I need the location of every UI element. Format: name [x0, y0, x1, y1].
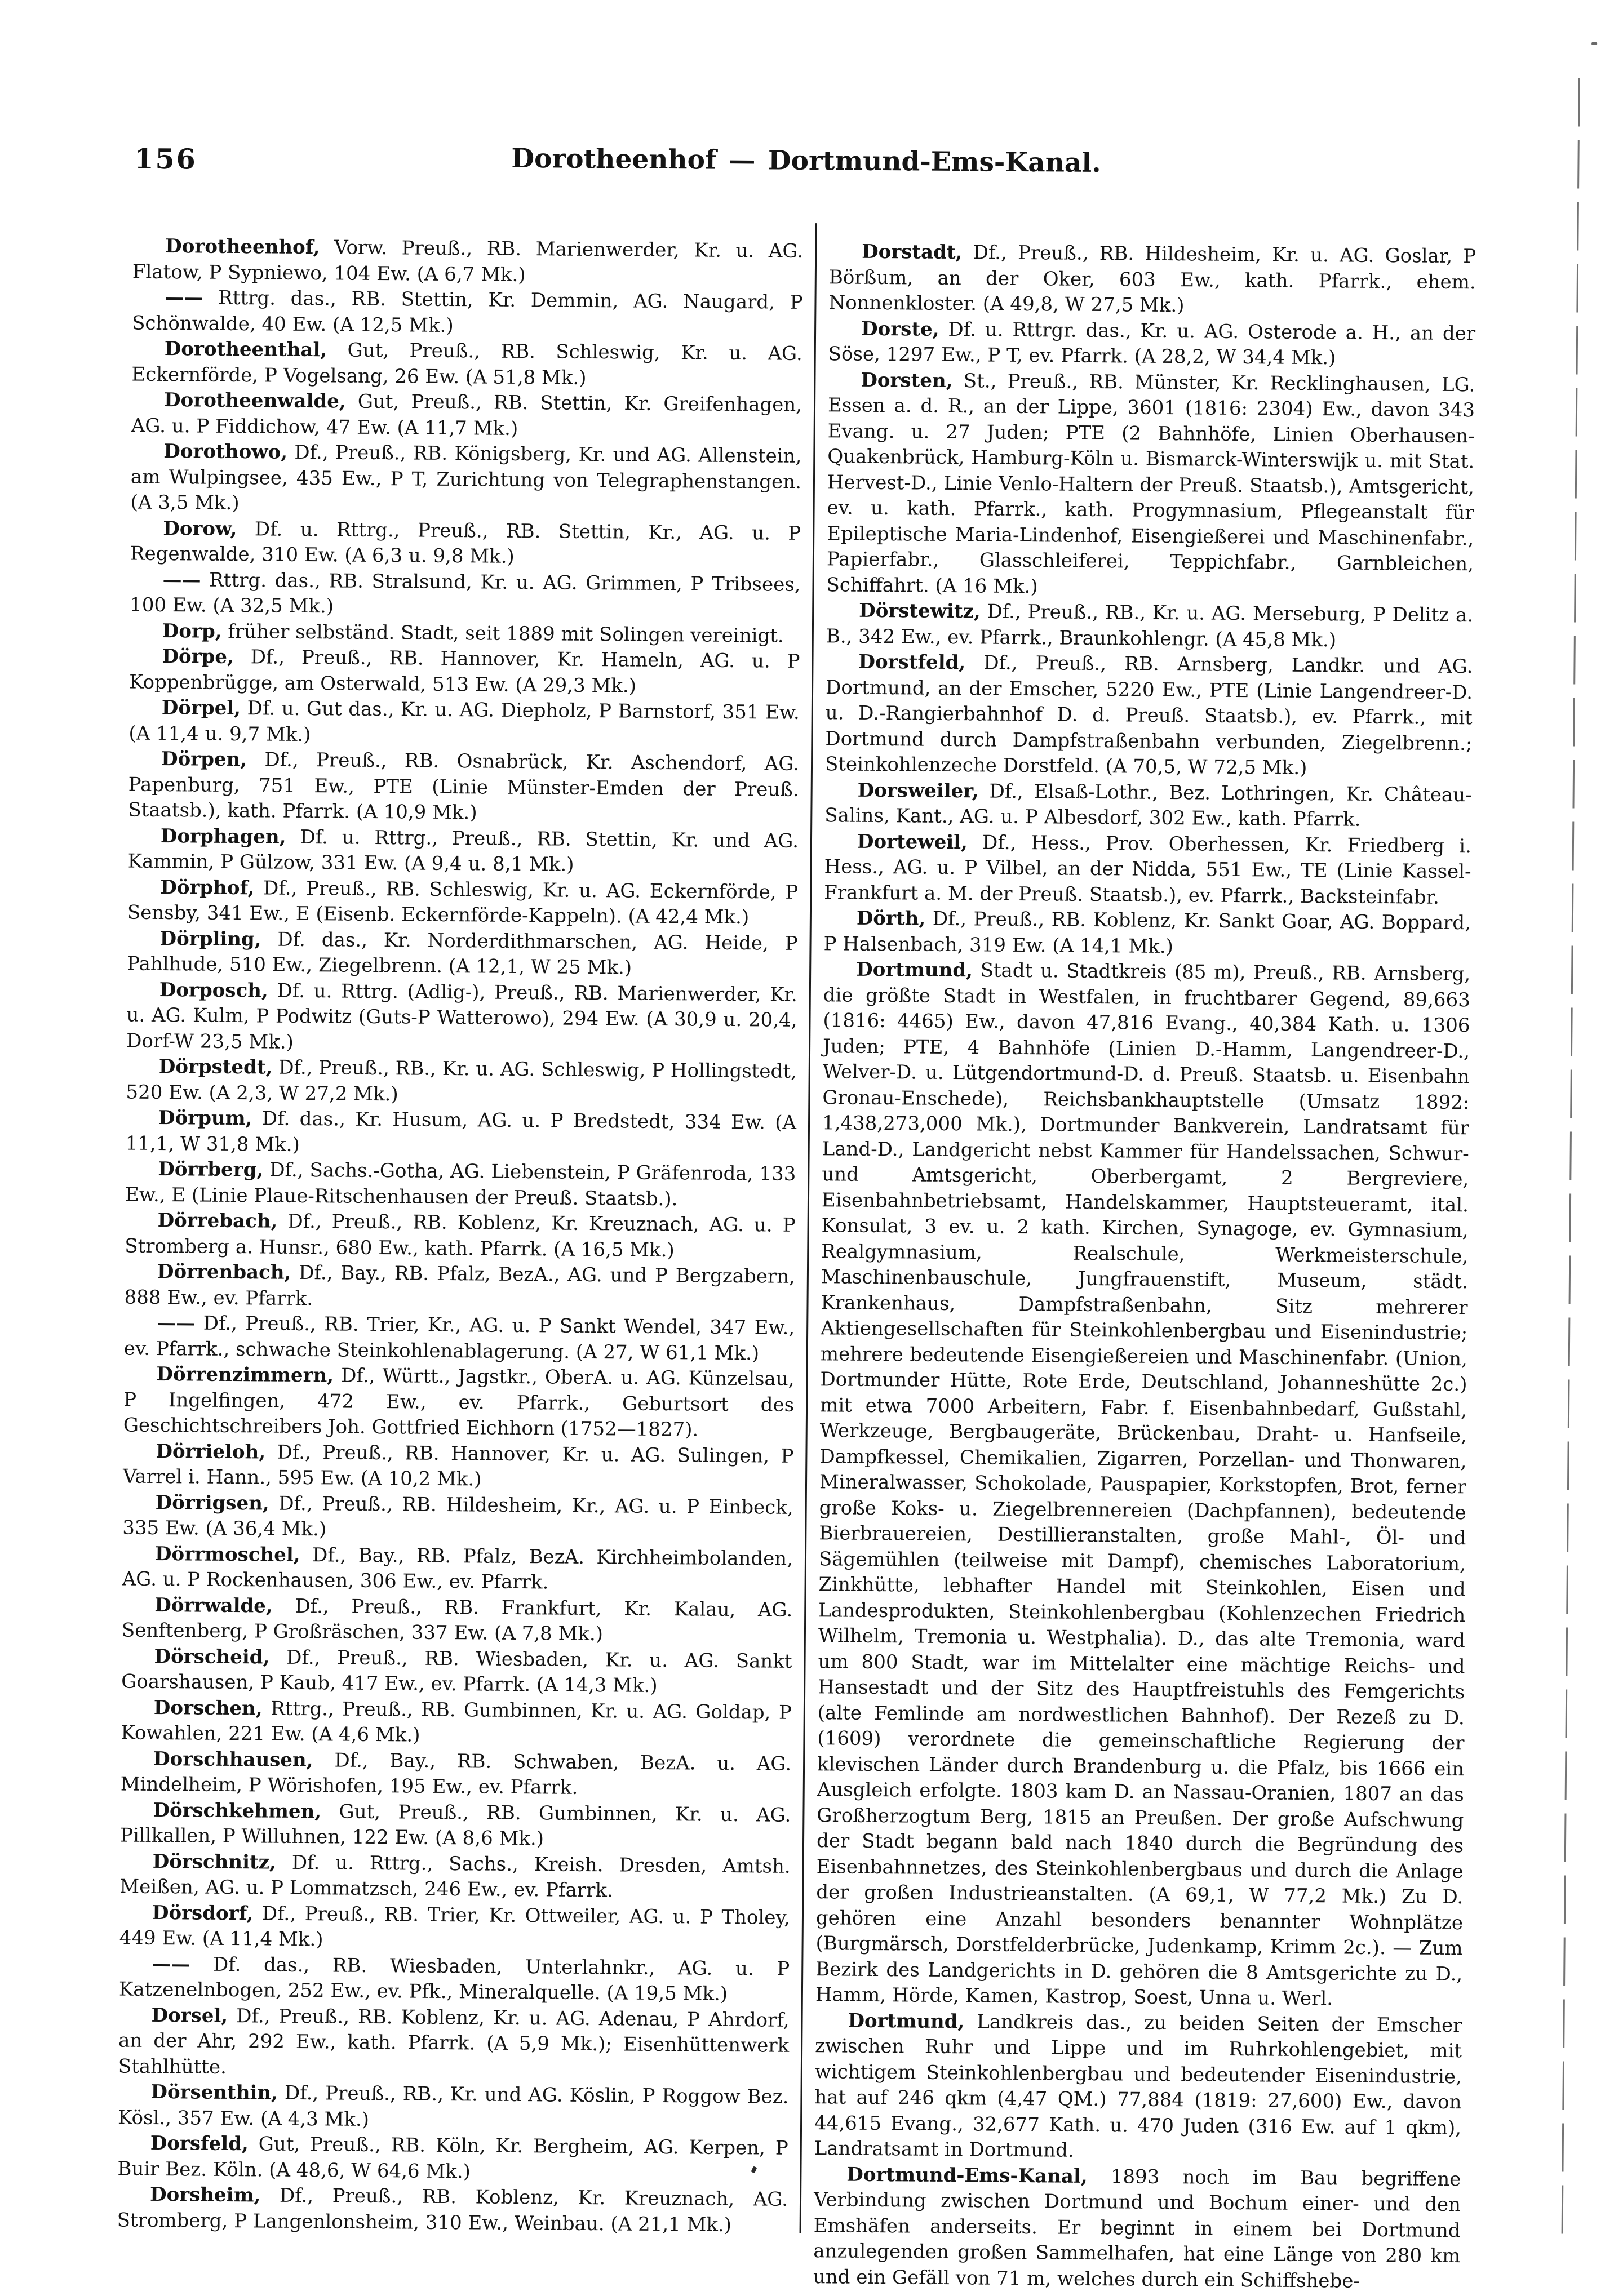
entry-headword: Dorsel, — [151, 2004, 228, 2027]
entry-text: Df., Preuß., RB. Schleswig, Kr. u. AG. Eckernförde, P Sensby, 341 Ew., E (Eisenb. Eckernförde-Kappeln). (A 42,4 Mk.) — [127, 876, 799, 929]
entry-headword: Dorotheenhof, — [165, 235, 320, 259]
column-divider-rule — [800, 223, 817, 2233]
entry-headword: Dörpen, — [161, 747, 247, 771]
entry-text: Df., Preuß., RB. Koblenz, Kr. Kreuznach, AG. Stromberg, P Langenlonsheim, 310 Ew., Weinbau. (A 21,1 Mk.) — [117, 2184, 788, 2236]
gazetteer-entry — [124, 1259, 795, 1316]
entry-headword: Dörsdorf, — [152, 1901, 254, 1925]
entry-text: Df., Württ., Jagstkr., OberA. u. AG. Künzelsau, P Ingelfingen, 472 Ew., ev. Pfarrk., Geburtsort des Geschichtschreibers Joh. Gottfried Eichhorn (1752—1827). — [123, 1364, 795, 1441]
entry-text: Df., Preuß., RB., Kr. und AG. Köslin, P Roggow Bez. Kösl., 357 Ew. (A 4,3 Mk.) — [117, 2081, 789, 2131]
gazetteer-entry — [122, 1541, 793, 1597]
gazetteer-entry — [127, 926, 798, 982]
entry-text: Df. das., Kr. Norderdithmarschen, AG. Heide, P Pahlhude, 510 Ew., Ziegelbrenn. (A 12,1, W 25 Mk.) — [127, 928, 798, 979]
entry-headword: Dorschen, — [153, 1696, 263, 1720]
entry-headword: Dorp, — [162, 619, 222, 643]
entry-headword: Dörrenzimmern, — [156, 1362, 334, 1387]
gazetteer-entry — [132, 234, 804, 290]
entry-text: Vorw. Preuß., RB. Marienwerder, Kr. u. AG. Flatow, P Sypniewo, 104 Ew. (A 6,7 Mk.) — [132, 236, 804, 286]
gazetteer-entry — [123, 1362, 795, 1444]
entry-headword: Dorschhausen, — [153, 1747, 313, 1771]
gazetteer-entry — [120, 1797, 791, 1854]
page-number: 156 — [134, 142, 197, 176]
gazetteer-entry — [128, 695, 800, 752]
gazetteer-entry — [130, 567, 801, 623]
scan-speckle — [1591, 42, 1597, 45]
entry-text: Rttrg., Preuß., RB. Gumbinnen, Kr. u. AG. Goldap, P Kowahlen, 221 Ew. (A 4,6 Mk.) — [121, 1697, 792, 1747]
gazetteer-entry — [130, 516, 801, 572]
entry-headword: Dortmund, — [856, 958, 973, 982]
gazetteer-entry — [824, 829, 1471, 911]
gazetteer-entry — [824, 778, 1472, 834]
gazetteer-entry — [131, 336, 802, 393]
entry-headword: Dörsenthin, — [150, 2080, 278, 2104]
entry-text: Df., Preuß., RB. Trier, Kr. Ottweiler, AG. u. P Tholey, 449 Ew. (A 11,4 Mk.) — [119, 1902, 791, 1951]
gazetteer-entry — [121, 1746, 792, 1802]
entry-text: Gut, Preuß., RB. Schleswig, Kr. u. AG. Eckernförde, P Vogelsang, 26 Ew. (A 51,8 Mk.) — [131, 339, 802, 389]
entry-headword: Dörstewitz, — [859, 599, 981, 623]
entry-text: Df. u. Gut das., Kr. u. AG. Diepholz, P Barnstorf, 351 Ew. (A 11,4 u. 9,7 Mk.) — [128, 697, 800, 746]
entry-text: Df., Preuß., RB., Kr. u. AG. Merseburg, P Delitz a. B., 342 Ew., ev. Pfarrk., Braunkohlengr. (A 45,8 Mk.) — [826, 600, 1474, 651]
page-header: Dorotheenhof — Dortmund-Ems-Kanal. — [511, 143, 1101, 179]
entry-headword: —— — [165, 286, 203, 309]
entry-text: St., Preuß., RB. Münster, Kr. Recklinghausen, LG. Essen a. d. R., an der Lippe, 3601 (1816: 2304) Ew., davon 343 Evang. u. 27 Juden; PTE (2 Bahnhöfe, Linien Oberhausen-Quakenbrück, Hamburg-Köln u. Bismarck-Winterswijk u. mit Stat. Hervest-D., Linie Venlo-Haltern der Preuß. Staatsb.), Amtsgericht, ev. u. kath. Pfarrk., kath. Progymnasium, Pflegeanstalt für Epileptische Maria-Lindenhof, Eisengießerei und Maschinenfabr., Papierfabr., Glasschleiferei, Teppichfabr., Garnbleichen, Schiffahrt. (A 16 Mk.) — [826, 369, 1475, 598]
entry-text: Rttrg. das., RB. Stettin, Kr. Demmin, AG. Naugard, P Schönwalde, 40 Ew. (A 12,5 Mk.) — [132, 286, 803, 337]
gazetteer-entry — [823, 905, 1471, 962]
entry-text: Df., Hess., Prov. Oberhessen, Kr. Friedberg i. Hess., AG. u. P Vilbel, an der Nidda, 551 Ew., TE (Linie Kassel-Frankfurt a. M. der Preuß. Staatsb.), ev. Pfarrk., Backsteinfabr. — [824, 831, 1472, 909]
entry-text: Gut, Preuß., RB. Stettin, Kr. Greifenhagen, AG. u. P Fiddichow, 47 Ew. (A 11,7 Mk.) — [131, 390, 802, 440]
entry-text: Df., Bay., RB. Pfalz, BezA., AG. und P Bergzabern, 888 Ew., ev. Pfarrk. — [124, 1261, 796, 1310]
entry-text: Df. u. Rttrg. (Adlig-), Preuß., RB. Marienwerder, Kr. u. AG. Kulm, P Podwitz (Guts-P Watterowo), 294 Ew. (A 30,9 u. 20,4, Dorf-W 23,5 Mk.) — [126, 979, 797, 1054]
gazetteer-entry — [119, 1951, 790, 2008]
gazetteer-entry — [126, 1105, 797, 1162]
entry-headword: —— — [162, 568, 201, 592]
entry-headword: Dorsweiler, — [857, 779, 979, 802]
entry-text: Df., Bay., RB. Pfalz, BezA. Kirchheimbolanden, AG. u. P Rockenhausen, 306 Ew., ev. Pfarrk. — [122, 1543, 793, 1594]
entry-text: Df., Bay., RB. Schwaben, BezA. u. AG. Mindelheim, P Wörishofen, 195 Ew., ev. Pfarrk. — [120, 1748, 792, 1799]
entry-headword: Dörpe, — [162, 645, 234, 668]
entry-text: früher selbständ. Stadt, seit 1889 mit Solingen vereinigt. — [228, 620, 784, 647]
entry-headword: Dörrieloh, — [156, 1440, 266, 1463]
entry-headword: Dorste, — [861, 317, 939, 341]
gazetteer-entry — [121, 1695, 792, 1751]
entry-headword: Dorsten, — [861, 368, 953, 392]
entry-headword: Dörphof, — [160, 876, 255, 899]
entry-text: Df., Preuß., RB. Hildesheim, Kr., AG. u. P Einbeck, 335 Ew. (A 36,4 Mk.) — [122, 1492, 793, 1541]
entry-text: Gut, Preuß., RB. Köln, Kr. Bergheim, AG. Kerpen, P Buir Bez. Köln. (A 48,6, W 64,6 Mk.) — [117, 2133, 788, 2183]
entry-headword: Dorsfeld, — [150, 2131, 249, 2156]
entry-headword: Dörrwalde, — [154, 1593, 273, 1618]
entry-headword: Dorow, — [163, 517, 237, 540]
entry-headword: Dörpum, — [158, 1106, 252, 1130]
gazetteer-entry — [126, 977, 797, 1059]
entry-headword: Dörrenbach, — [157, 1260, 291, 1284]
gazetteer-entry — [129, 644, 800, 700]
column-right — [813, 239, 1476, 2295]
entry-headword: Dörpling, — [159, 927, 261, 951]
gazetteer-entry — [125, 1157, 796, 1213]
entry-headword: Dortmund-Ems-Kanal, — [846, 2163, 1088, 2188]
gazetteer-entry — [127, 823, 799, 880]
entry-text: Df. u. Rttrg., Preuß., RB. Stettin, Kr. und AG. Kammin, P Gülzow, 331 Ew. (A 9,4 u. 8,1 Mk.) — [127, 825, 799, 876]
entry-text: Df., Preuß., RB. Koblenz, Kr. Sankt Goar, AG. Boppard, P Halsenbach, 319 Ew. (A 14,1 Mk.) — [823, 907, 1471, 958]
gazetteer-entry — [825, 649, 1473, 783]
entry-text: Df., Preuß., RB. Frankfurt, Kr. Kalau, AG. Senftenberg, P Großräschen, 337 Ew. (A 7,8 Mk.) — [121, 1595, 793, 1646]
gazetteer-entry — [121, 1644, 792, 1700]
gazetteer-entry — [123, 1438, 794, 1495]
gazetteer-entry — [122, 1592, 793, 1649]
entry-text: Df. u. Rttrg., Preuß., RB. Stettin, Kr., AG. u. P Regenwalde, 310 Ew. (A 6,3 u. 9,8 Mk.) — [130, 517, 801, 568]
entry-text: Df., Preuß., RB. Königsberg, Kr. und AG. Allenstein, am Wulpingsee, 435 Ew., P T, Zurichtung von Telegraphenstangen. (A 3,5 Mk.) — [130, 441, 802, 515]
gazetteer-entry — [128, 747, 799, 829]
entry-headword: Dörschkehmen, — [153, 1798, 322, 1823]
entry-headword: Dorsheim, — [149, 2183, 261, 2207]
entry-text: Df., Preuß., RB. Arnsberg, Landkr. und AG. Dortmund, an der Emscher, 5220 Ew., PTE (Linie Langendreer-D. u. D.-Rangierbahnhof D. d. Preuß. Staatsb.), ev. Pfarrk., mit Dortmund durch Dampfstraßenbahn verbunden, Ziegelbrenn.; Steinkohlenzeche Dorstfeld. (A 70,5, W 72,5 Mk.) — [824, 651, 1473, 779]
entry-text: Df., Preuß., RB. Wiesbaden, Kr. u. AG. Sankt Goarshausen, P Kaub, 417 Ew., ev. Pfarrk. (A 14,3 Mk.) — [121, 1646, 792, 1697]
gazetteer-entry — [118, 2002, 790, 2085]
gazetteer-entry — [813, 2162, 1461, 2295]
gazetteer-entry — [119, 1849, 791, 1905]
gazetteer-entry — [125, 1208, 796, 1264]
gazetteer-entry — [826, 367, 1475, 603]
entry-headword: Dörrigsen, — [155, 1491, 269, 1515]
gazetteer-entry — [117, 2130, 788, 2187]
entry-headword: Dorotheenthal, — [164, 337, 327, 362]
entry-text: Df., Preuß., RB. Hildesheim, Kr. u. AG. Goslar, P Börßum, an der Oker, 603 Ew., kath. Pfarrk., ehem. Nonnenkloster. (A 49,8, W 27,5 Mk.) — [828, 241, 1476, 317]
gazetteer-entry — [127, 874, 799, 931]
entry-text: Df., Preuß., RB. Koblenz, Kr. u. AG. Adenau, P Ahrdorf, an der Ahr, 292 Ew., kath. Pfarrk. (A 5,9 Mk.); Eisenhüttenwerk Stahlhütte. — [118, 2004, 790, 2079]
entry-headword: Dörrberg, — [158, 1157, 264, 1182]
entry-text: Df. u. Rttrgr. das., Kr. u. AG. Osterode a. H., an der Söse, 1297 Ew., P T, ev. Pfarrk. (A 28,2, W 34,4 Mk.) — [828, 318, 1476, 370]
gazetteer-entry — [132, 285, 803, 341]
entry-text: Stadt u. Stadtkreis (85 m), Preuß., RB. Arnsberg, die größte Stadt in Westfalen, in fruchtbarer Gegend, 89,663 (1816: 4465) Ew., davon 47,816 Evang., 40,384 Kath. u. 1306 Juden; PTE, 4 Bahnhöfe (Linien D.-Hamm, Langendreer-D., Welver-D. u. Lütgendortmund-D. d. Preuß. Staatsb. u. Eisenbahn Gronau-Enschede), Reichsbankhauptstelle (Umsatz 1892: 1,438,273,000 Mk.), Dortmunder Bankverein, Landratsamt für Land-D., Landgericht nebst Kammer für Handelssachen, Schwur- und Amtsgericht, Oberbergamt, 2 Bergreviere, Eisenbahnbetriebsamt, Handelskammer, Hauptsteueramt, ital. Konsulat, 3 ev. u. 2 kath. Kirchen, Synagoge, ev. Gymnasium, Realgymnasium, Realschule, Werkmeisterschule, Maschinenbauschule, Jungfrauenstift, Museum, städt. Krankenhaus, Dampfstraßenbahn, Sitz mehrerer Aktiengesellschaften für Steinkohlenbergbau und Eisenindustrie; mehrere bedeutende Eisengießereien und Maschinenfabr. (Union, Dortmunder Hütte, Rote Erde, Deutschland, Johanneshütte 2c.) mit etwa 7000 Arbeitern, Fabr. f. Eisenbahnbedarf, Gußstahl, Werkzeuge, Bergbaugeräte, Brückenbau, Draht- u. Hanfseile, Dampfkessel, Chemikalien, Zigarren, Porzellan- und Thonwaren, Mineralwasser, Schokolade, Pauspapier, Korkstopfen, Brot, ferner große Koks- u. Ziegelbrennereien (Dachpfannen), bedeutende Bierbrauereien, Destillieranstalten, große Mahl-, Öl- und Sägemühlen (teilweise mit Dampf), chemisches Laboratorium, Zinkhütte, lebhafter Handel mit Steinkohlen, Eisen und Landesprodukten, Steinkohlenbergbau (Kohlenzechen Friedrich Wilhelm, Tremonia u. Westphalia). D., das alte Tremonia, ward um 800 Stadt, war im Mittelalter eine mächtige Reichs- und Hansestadt und der Sitz des Hauptfreistuhls des Femgerichts (alte Femlinde am nordwestlichen Bahnhof). Der Rezeß zu D. (1609) verordnete die gemeinschaftliche Regierung der klevischen Länder durch Brandenburg u. die Pfalz, bis 1666 ein Ausgleich erfolgte. 1803 kam D. an Nassau-Oranien, 1807 an das Großherzogtum Berg, 1815 an Preußen. Der große Aufschwung der Stadt begann bald nach 1840 durch die Begründung des Eisenbahnnetzes, des Steinkohlenbergbaus und durch die Anlage der großen Industrieanstalten. (A 69,1, W 77,2 Mk.) Zu D. gehören eine Anzahl besonders benannter Wohnplätze (Burgmärsch, Dorstfelderbrücke, Judenkamp, Krimm 2c.). — Zum Bezirk des Landgerichts in D. gehören die 8 Amtsgerichte zu D., Hamm, Hörde, Kamen, Kastrop, Soest, Unna u. Werl. — [815, 959, 1471, 2010]
entry-text: Gut, Preuß., RB. Gumbinnen, Kr. u. AG. Pillkallen, P Willuhnen, 122 Ew. (A 8,6 Mk.) — [119, 1800, 791, 1850]
entry-headword: Dorphagen, — [160, 824, 286, 849]
entry-headword: Dörrebach, — [157, 1209, 278, 1233]
entry-text: Df., Preuß., RB. Osnabrück, Kr. Aschendorf, AG. Papenburg, 751 Ew., PTE (Linie Münster-Emden der Preuß. Staatsb.), kath. Pfarrk. (A 10,9 Mk.) — [128, 748, 800, 824]
entry-headword: Dorteweil, — [857, 830, 968, 854]
entry-text: Df. das., RB. Wiesbaden, Unterlahnkr., AG. u. P Katzenelnbogen, 252 Ew., ev. Pfk., Mineralquelle. (A 19,5 Mk.) — [118, 1953, 790, 2005]
entry-text: Df., Sachs.-Gotha, AG. Liebenstein, P Gräfenroda, 133 Ew., E (Linie Plaue-Ritschenhausen der Preuß. Staatsb.). — [125, 1158, 796, 1210]
entry-text: Df., Preuß., RB. Koblenz, Kr. Kreuznach, AG. u. P Stromberg a. Hunsr., 680 Ew., kath. Pfarrk. (A 16,5 Mk.) — [125, 1210, 796, 1262]
entry-headword: Dorstfeld, — [858, 650, 966, 674]
entry-headword: Dörschnitz, — [152, 1850, 276, 1874]
entry-text: Landkreis das., zu beiden Seiten der Emscher zwischen Ruhr und Lippe und im Ruhrkohlengebiet, mit wichtigem Steinkohlenbergbau und bedeutender Eisenindustrie, hat auf 246 qkm (4,47 QM.) 77,884 (1819: 27,600) Ew., davon 44,615 Evang., 32,677 Kath. u. 470 Juden (316 Ew. auf 1 qkm), Landratsamt in Dortmund. — [814, 2010, 1462, 2162]
entry-text: Rttrg. das., RB. Stralsund, Kr. u. AG. Grimmen, P Tribsees, 100 Ew. (A 32,5 Mk.) — [130, 569, 801, 618]
entry-headword: Dörpel, — [161, 696, 241, 720]
gazetteer-entry — [124, 1311, 795, 1367]
entry-text: Df. u. Rttrg., Sachs., Kreish. Dresden, Amtsh. Meißen, AG. u. P Lommatzsch, 246 Ew., ev. Pfarrk. — [119, 1851, 791, 1902]
gazetteer-entry — [814, 2008, 1462, 2167]
scan-edge-artifact — [1562, 78, 1580, 2235]
entry-text: Df., Elsaß-Lothr., Bez. Lothringen, Kr. Château-Salins, Kant., AG. u. P Albesdorf, 302 Ew., kath. Pfarrk. — [824, 780, 1472, 831]
gazetteer-entry — [118, 2079, 789, 2135]
entry-headword: Dorothowo, — [163, 440, 288, 464]
gazetteer-entry — [815, 957, 1471, 2013]
entry-text: 1893 noch im Bau begriffene Verbindung zwischen Dortmund und Bochum einer- und den Emshäfen anderseits. Er beginnt in einem bei Dortmund anzulegenden großen Sammelhafen, hat eine Länge von 280 km und ein Gefäll von 71 m, welches durch ein Schiffshebe- — [813, 2165, 1461, 2293]
gazetteer-entry — [828, 316, 1476, 372]
column-left — [117, 234, 804, 2239]
entry-headword: Dorstadt, — [862, 240, 963, 264]
gazetteer-entry — [117, 2182, 788, 2238]
gazetteer-entry — [828, 239, 1476, 321]
gazetteer-entry — [126, 1054, 797, 1111]
entry-text: Df., Preuß., RB. Trier, Kr., AG. u. P Sankt Wendel, 347 Ew., ev. Pfarrk., schwache Steinkohlenablagerung. (A 27, W 61,1 Mk.) — [123, 1312, 795, 1365]
entry-headword: Dorotheenwalde, — [163, 389, 346, 413]
entry-text: Df., Preuß., RB., Kr. u. AG. Schleswig, P Hollingstedt, 520 Ew. (A 2,3, W 27,2 Mk.) — [126, 1056, 797, 1105]
gazetteer-entry — [130, 439, 801, 521]
entry-headword: Dorposch, — [159, 978, 268, 1002]
gazetteer-entry — [131, 388, 802, 444]
entry-text: Df., Preuß., RB. Hannover, Kr. u. AG. Sulingen, P Varrel i. Hann., 595 Ew. (A 10,2 Mk.) — [122, 1441, 794, 1491]
gazetteer-entry — [119, 1900, 790, 1956]
entry-headword: Dörpstedt, — [158, 1055, 273, 1079]
entry-headword: —— — [157, 1311, 196, 1335]
entry-text: Df., Preuß., RB. Hannover, Kr. Hameln, AG. u. P Koppenbrügge, am Osterwald, 513 Ew. (A 29,3 Mk.) — [129, 646, 800, 698]
entry-headword: Dörth, — [856, 907, 926, 930]
gazetteer-entry — [122, 1490, 793, 1546]
entry-headword: —— — [152, 1952, 190, 1975]
entry-text: Df. das., Kr. Husum, AG. u. P Bredstedt, 334 Ew. (A 11,1, W 31,8 Mk.) — [125, 1107, 797, 1156]
entry-headword: Dortmund, — [848, 2009, 965, 2033]
entry-headword: Dörscheid, — [154, 1645, 270, 1669]
entry-headword: Dörrmoschel, — [154, 1542, 300, 1566]
gazetteer-entry — [826, 598, 1474, 654]
